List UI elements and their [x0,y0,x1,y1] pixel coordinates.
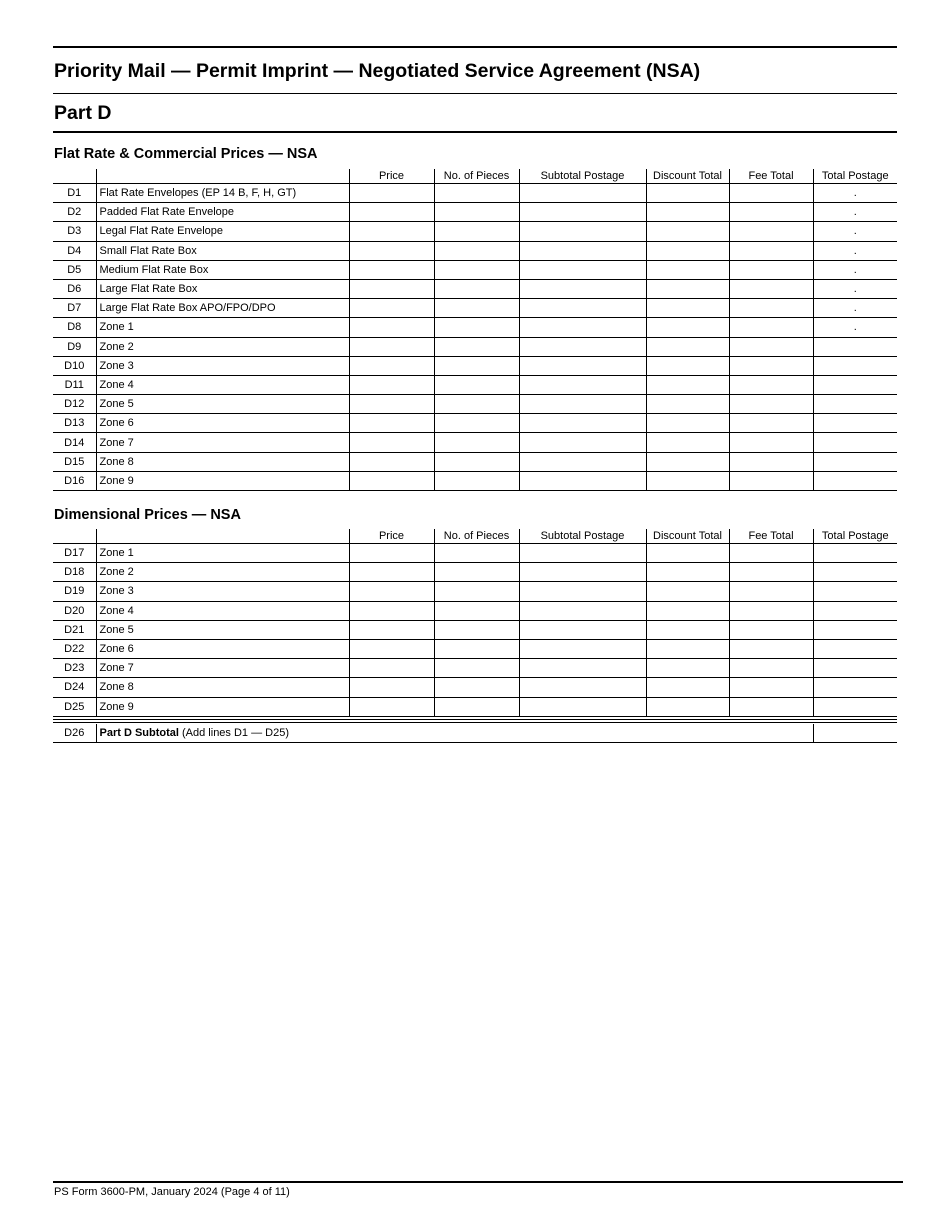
part-title: Part D [54,102,112,124]
pieces-field[interactable] [434,203,519,222]
price-field[interactable] [349,279,434,298]
subtotal-postage-field[interactable] [519,241,646,260]
dimensional-table [53,529,897,717]
pieces-field[interactable] [434,678,519,697]
column-header-total: Total Postage [813,529,897,544]
fee-total-field[interactable] [729,356,813,375]
subtotal-double-rule-top [53,719,897,720]
subtotal-postage-field[interactable] [519,697,646,716]
line-number: D12 [53,395,96,414]
discount-total-field[interactable] [646,241,729,260]
line-description: Zone 2 [96,337,349,356]
fee-total-field[interactable] [729,299,813,318]
subtotal-postage-field[interactable] [519,678,646,697]
discount-total-field[interactable] [646,375,729,394]
header-blank [53,529,96,544]
fee-total-field[interactable] [729,697,813,716]
fee-total-field[interactable] [729,452,813,471]
price-field[interactable] [349,241,434,260]
price-field[interactable] [349,639,434,658]
pieces-field[interactable] [434,433,519,452]
line-number: D4 [53,241,96,260]
table-row [53,241,897,260]
subtotal-postage-field[interactable] [519,563,646,582]
line-description: Medium Flat Rate Box [96,260,349,279]
line-description: Zone 7 [96,659,349,678]
total-postage-field[interactable] [813,471,897,490]
column-header-fee: Fee Total [729,169,813,184]
table-row [53,203,897,222]
discount-total-field[interactable] [646,337,729,356]
line-number: D22 [53,639,96,658]
subtotal-postage-field[interactable] [519,582,646,601]
price-field[interactable] [349,318,434,337]
subtotal-postage-field[interactable] [519,620,646,639]
pieces-field[interactable] [434,241,519,260]
discount-total-field[interactable] [646,299,729,318]
line-number: D11 [53,375,96,394]
fee-total-field[interactable] [729,203,813,222]
line-number: D26 [53,724,96,743]
price-field[interactable] [349,659,434,678]
flat-rate-table [53,169,897,491]
total-postage-field[interactable] [813,414,897,433]
total-postage-field[interactable] [813,659,897,678]
table-row [53,678,897,697]
table-row [53,337,897,356]
column-header-pieces: No. of Pieces [434,529,519,544]
line-number: D10 [53,356,96,375]
table-row [53,222,897,241]
price-field[interactable] [349,544,434,563]
line-number: D17 [53,544,96,563]
table-row [53,395,897,414]
column-header-total: Total Postage [813,169,897,184]
line-description: Zone 9 [96,697,349,716]
line-number: D13 [53,414,96,433]
line-description: Zone 4 [96,375,349,394]
total-postage-field[interactable] [813,601,897,620]
table-row [53,318,897,337]
discount-total-field[interactable] [646,356,729,375]
subtotal-postage-field[interactable] [519,659,646,678]
pieces-field[interactable] [434,452,519,471]
discount-total-field[interactable] [646,601,729,620]
column-header-fee: Fee Total [729,529,813,544]
fee-total-field[interactable] [729,659,813,678]
line-number: D5 [53,260,96,279]
total-postage-field[interactable] [813,452,897,471]
line-description: Zone 7 [96,433,349,452]
discount-total-field[interactable] [646,452,729,471]
line-number: D25 [53,697,96,716]
footer-rule [53,1181,903,1183]
form-title: Priority Mail — Permit Imprint — Negotiated Service Agreement (NSA) [54,60,701,82]
table-row [53,414,897,433]
price-field[interactable] [349,563,434,582]
line-number: D14 [53,433,96,452]
table-row [53,471,897,490]
line-description: Zone 2 [96,563,349,582]
table-row [53,299,897,318]
total-postage-field[interactable]: . [813,260,897,279]
subtotal-postage-field[interactable] [519,639,646,658]
subtotal-postage-field[interactable] [519,356,646,375]
column-header-price: Price [349,169,434,184]
subtotal-postage-field[interactable] [519,471,646,490]
total-postage-field[interactable] [813,697,897,716]
line-description: Zone 8 [96,452,349,471]
line-description: Padded Flat Rate Envelope [96,203,349,222]
total-postage-field[interactable] [813,563,897,582]
table-row [53,582,897,601]
column-header-subtotal: Subtotal Postage [519,529,646,544]
fee-total-field[interactable] [729,375,813,394]
discount-total-field[interactable] [646,203,729,222]
part-rule [53,131,897,133]
table-row [53,659,897,678]
price-field[interactable] [349,433,434,452]
line-description: Flat Rate Envelopes (EP 14 B, F, H, GT) [96,184,349,203]
line-number: D19 [53,582,96,601]
pieces-field[interactable] [434,184,519,203]
line-number: D16 [53,471,96,490]
line-description: Legal Flat Rate Envelope [96,222,349,241]
subtotal-postage-field[interactable] [519,203,646,222]
header-blank-desc [96,169,349,184]
price-field[interactable] [349,452,434,471]
line-description: Large Flat Rate Box [96,279,349,298]
price-field[interactable] [349,356,434,375]
fee-total-field[interactable] [729,601,813,620]
discount-total-field[interactable] [646,279,729,298]
price-field[interactable] [349,678,434,697]
subtotal-postage-field[interactable] [519,222,646,241]
column-header-row [53,169,897,184]
table-row [53,356,897,375]
subtotal-postage-field[interactable] [519,601,646,620]
line-description: Zone 8 [96,678,349,697]
fee-total-field[interactable] [729,563,813,582]
fee-total-field[interactable] [729,222,813,241]
price-field[interactable] [349,375,434,394]
column-header-pieces: No. of Pieces [434,169,519,184]
pieces-field[interactable] [434,601,519,620]
fee-total-field[interactable] [729,620,813,639]
price-field[interactable] [349,222,434,241]
subtotal-postage-field[interactable] [519,318,646,337]
discount-total-field[interactable] [646,620,729,639]
total-postage-field[interactable] [813,582,897,601]
subtotal-postage-field[interactable] [519,375,646,394]
total-postage-field[interactable] [813,433,897,452]
pieces-field[interactable] [434,299,519,318]
fee-total-field[interactable] [729,279,813,298]
column-header-subtotal: Subtotal Postage [519,169,646,184]
total-postage-field[interactable]: . [813,241,897,260]
discount-total-field[interactable] [646,260,729,279]
discount-total-field[interactable] [646,471,729,490]
price-field[interactable] [349,184,434,203]
subtotal-postage-field[interactable] [519,544,646,563]
subtotal-postage-field[interactable] [519,395,646,414]
fee-total-field[interactable] [729,337,813,356]
line-description: Zone 4 [96,601,349,620]
total-postage-field[interactable] [813,356,897,375]
discount-total-field[interactable] [646,639,729,658]
line-number: D7 [53,299,96,318]
price-field[interactable] [349,414,434,433]
pieces-field[interactable] [434,375,519,394]
table-row [53,279,897,298]
subtotal-postage-field[interactable] [519,299,646,318]
pieces-field[interactable] [434,544,519,563]
discount-total-field[interactable] [646,563,729,582]
pieces-field[interactable] [434,471,519,490]
discount-total-field[interactable] [646,697,729,716]
subtotal-postage-field[interactable] [519,414,646,433]
total-postage-field[interactable]: . [813,299,897,318]
subtotal-postage-field[interactable] [519,433,646,452]
pieces-field[interactable] [434,318,519,337]
line-number: D8 [53,318,96,337]
top-rule [53,46,897,48]
pieces-field[interactable] [434,222,519,241]
price-field[interactable] [349,260,434,279]
table-row [53,601,897,620]
table-row [53,452,897,471]
discount-total-field[interactable] [646,544,729,563]
fee-total-field[interactable] [729,678,813,697]
subtotal-postage-field[interactable] [519,452,646,471]
pieces-field[interactable] [434,260,519,279]
subtotal-total-field[interactable] [813,724,897,743]
subtotal-label-bold: Part D Subtotal [99,727,179,739]
subtotal-label [96,724,813,743]
total-postage-field[interactable]: . [813,318,897,337]
line-description: Zone 6 [96,414,349,433]
pieces-field[interactable] [434,337,519,356]
total-postage-field[interactable] [813,620,897,639]
price-field[interactable] [349,337,434,356]
subtotal-postage-field[interactable] [519,260,646,279]
fee-total-field[interactable] [729,318,813,337]
total-postage-field[interactable] [813,375,897,394]
column-header-discount: Discount Total [646,529,729,544]
line-number: D1 [53,184,96,203]
table-row [53,563,897,582]
discount-total-field[interactable] [646,433,729,452]
price-field[interactable] [349,299,434,318]
price-field[interactable] [349,395,434,414]
line-number: D15 [53,452,96,471]
table-row [53,620,897,639]
line-number: D6 [53,279,96,298]
fee-total-field[interactable] [729,414,813,433]
pieces-field[interactable] [434,563,519,582]
header-blank [53,169,96,184]
table-row [53,639,897,658]
pieces-field[interactable] [434,356,519,375]
title-rule [53,93,897,94]
line-description: Small Flat Rate Box [96,241,349,260]
pieces-field[interactable] [434,279,519,298]
discount-total-field[interactable] [646,414,729,433]
line-description: Zone 3 [96,356,349,375]
line-description: Zone 3 [96,582,349,601]
discount-total-field[interactable] [646,318,729,337]
total-postage-field[interactable] [813,544,897,563]
pieces-field[interactable] [434,639,519,658]
total-postage-field[interactable]: . [813,203,897,222]
fee-total-field[interactable] [729,582,813,601]
header-blank-desc [96,529,349,544]
line-description: Zone 5 [96,395,349,414]
total-postage-field[interactable]: . [813,279,897,298]
total-postage-field[interactable] [813,639,897,658]
discount-total-field[interactable] [646,395,729,414]
table-row [53,433,897,452]
subtotal-postage-field[interactable] [519,184,646,203]
line-description: Zone 9 [96,471,349,490]
line-number: D21 [53,620,96,639]
pieces-field[interactable] [434,697,519,716]
subtotal-postage-field[interactable] [519,337,646,356]
fee-total-field[interactable] [729,395,813,414]
fee-total-field[interactable] [729,184,813,203]
dimensional-heading: Dimensional Prices — NSA [54,507,241,523]
line-description: Zone 1 [96,318,349,337]
price-field[interactable] [349,203,434,222]
total-postage-field[interactable] [813,395,897,414]
column-header-discount: Discount Total [646,169,729,184]
form-footer: PS Form 3600-PM, January 2024 (Page 4 of 11) [54,1186,290,1198]
line-number: D9 [53,337,96,356]
price-field[interactable] [349,601,434,620]
total-postage-field[interactable]: . [813,184,897,203]
subtotal-row [53,724,897,743]
fee-total-field[interactable] [729,241,813,260]
column-header-price: Price [349,529,434,544]
line-number: D2 [53,203,96,222]
table-row [53,375,897,394]
line-number: D24 [53,678,96,697]
fee-total-field[interactable] [729,260,813,279]
discount-total-field[interactable] [646,678,729,697]
pieces-field[interactable] [434,414,519,433]
price-field[interactable] [349,697,434,716]
pieces-field[interactable] [434,582,519,601]
fee-total-field[interactable] [729,544,813,563]
line-description: Large Flat Rate Box APO/FPO/DPO [96,299,349,318]
fee-total-field[interactable] [729,433,813,452]
pieces-field[interactable] [434,620,519,639]
flat-rate-heading: Flat Rate & Commercial Prices — NSA [54,146,318,162]
pieces-field[interactable] [434,395,519,414]
price-field[interactable] [349,471,434,490]
price-field[interactable] [349,582,434,601]
discount-total-field[interactable] [646,222,729,241]
line-description: Zone 5 [96,620,349,639]
discount-total-field[interactable] [646,582,729,601]
discount-total-field[interactable] [646,184,729,203]
total-postage-field[interactable] [813,337,897,356]
subtotal-postage-field[interactable] [519,279,646,298]
table-row [53,260,897,279]
pieces-field[interactable] [434,659,519,678]
line-number: D3 [53,222,96,241]
line-number: D18 [53,563,96,582]
subtotal-double-rule-bottom [53,722,897,723]
line-number: D23 [53,659,96,678]
line-description: Zone 1 [96,544,349,563]
line-number: D20 [53,601,96,620]
column-header-row [53,529,897,544]
table-row [53,697,897,716]
table-row [53,544,897,563]
fee-total-field[interactable] [729,639,813,658]
total-postage-field[interactable]: . [813,222,897,241]
total-postage-field[interactable] [813,678,897,697]
line-description: Zone 6 [96,639,349,658]
price-field[interactable] [349,620,434,639]
fee-total-field[interactable] [729,471,813,490]
subtotal-label-note: (Add lines D1 — D25) [178,727,289,739]
discount-total-field[interactable] [646,659,729,678]
table-row [53,184,897,203]
